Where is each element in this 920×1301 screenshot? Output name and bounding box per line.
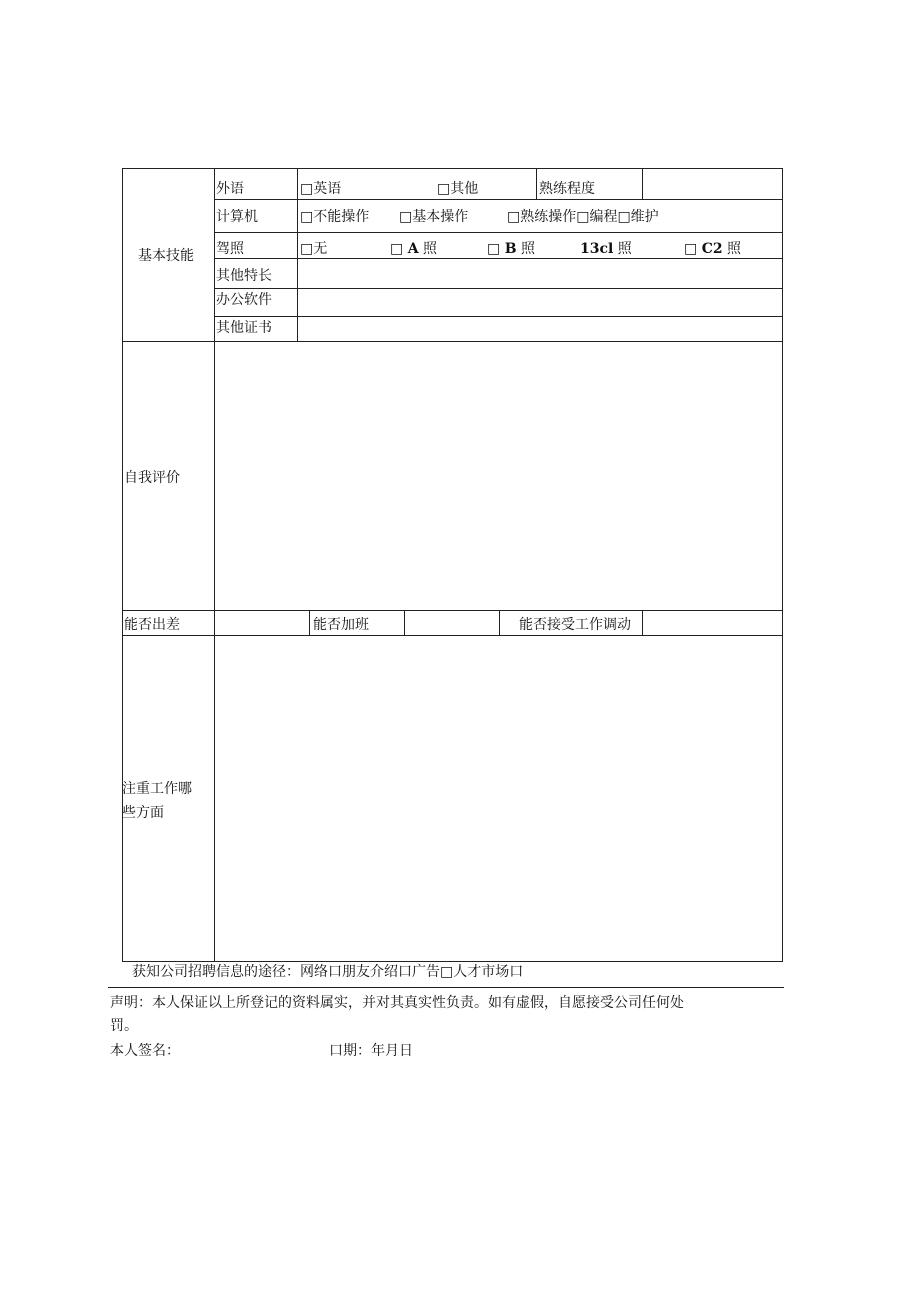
license-13cl-code: 13cl	[580, 241, 614, 257]
col-divider	[642, 168, 643, 200]
table-border-left	[122, 168, 123, 962]
basic-operation-checkbox[interactable]: □基本操作	[399, 209, 469, 225]
work-focus-field[interactable]	[216, 637, 780, 959]
license-c2-text: 照	[727, 241, 742, 257]
license-b-code: B	[504, 241, 517, 257]
transfer-field[interactable]	[644, 612, 780, 634]
self-evaluation-label: 自我评价	[124, 470, 180, 486]
license-a-checkbox[interactable]	[390, 241, 437, 257]
col-divider	[499, 610, 500, 636]
work-focus-label-line1: 注重工作哪	[122, 781, 192, 797]
row-divider	[214, 199, 783, 200]
row-divider	[122, 610, 783, 611]
other-certificates-label: 其他证书	[216, 320, 272, 336]
checkbox-glyph: □	[487, 241, 501, 257]
recruitment-source-line: 获知公司招聘信息的途径：网络口朋友介绍口广告□人才市场口	[132, 964, 524, 980]
english-checkbox[interactable]: □英语	[300, 181, 342, 197]
table-border-top	[122, 168, 783, 169]
business-trip-label: 能否出差	[124, 617, 180, 633]
checkbox-glyph: □	[684, 241, 698, 257]
table-border-right	[782, 168, 783, 962]
office-software-label: 办公软件	[216, 292, 272, 308]
other-language-checkbox[interactable]: □其他	[437, 181, 479, 197]
table-border-bottom	[122, 961, 783, 962]
declaration-line1: 声明：本人保证以上所登记的资料属实，并对其真实性负责。如有虚假，自愿接受公司任何处	[110, 995, 684, 1011]
overtime-field[interactable]	[406, 612, 498, 634]
license-a-text: 照	[423, 241, 438, 257]
license-13cl-text: 照	[617, 241, 632, 257]
row-divider	[214, 316, 783, 317]
overtime-label: 能否加班	[313, 617, 369, 633]
self-evaluation-field[interactable]	[216, 343, 780, 608]
date-label: 口期：年月日	[329, 1043, 413, 1059]
work-focus-label-line2: 些方面	[122, 805, 164, 821]
license-label: 驾照	[216, 241, 244, 257]
col-divider	[642, 610, 643, 636]
license-a-code: A	[407, 241, 419, 257]
footer-divider	[108, 987, 784, 988]
other-certificates-field[interactable]	[299, 318, 780, 340]
col-divider	[536, 168, 537, 200]
no-license-checkbox[interactable]: □无	[300, 241, 328, 257]
business-trip-field[interactable]	[216, 612, 308, 634]
other-talents-field[interactable]	[299, 260, 780, 287]
skills-section-label: 基本技能	[138, 248, 194, 264]
col-divider	[297, 168, 298, 342]
other-talents-label: 其他特长	[216, 268, 272, 284]
row-divider	[214, 288, 783, 289]
proficiency-field[interactable]	[644, 171, 780, 198]
license-b-checkbox[interactable]	[487, 241, 535, 257]
cannot-operate-checkbox[interactable]: □不能操作	[300, 209, 370, 225]
row-divider	[214, 258, 783, 259]
row-divider	[214, 232, 783, 233]
row-divider	[122, 341, 783, 342]
col-divider	[214, 168, 215, 962]
signature-label: 本人签名：	[110, 1043, 180, 1059]
transfer-label: 能否接受工作调动	[519, 617, 631, 633]
license-c2-checkbox[interactable]	[684, 241, 741, 257]
col-divider	[404, 610, 405, 636]
license-13cl-option[interactable]	[580, 241, 632, 257]
license-b-text: 照	[520, 241, 535, 257]
col-divider	[309, 610, 310, 636]
row-divider	[122, 635, 783, 636]
computer-label: 计算机	[216, 209, 258, 225]
license-c2-code: C2	[701, 241, 723, 257]
office-software-field[interactable]	[299, 290, 780, 315]
proficiency-label: 熟练程度	[539, 181, 595, 197]
skilled-programming-maintenance-checkbox[interactable]: □熟练操作□编程□维护	[507, 209, 659, 225]
checkbox-glyph: □	[390, 241, 404, 257]
language-label: 外语	[216, 181, 244, 197]
declaration-line2: 罚。	[110, 1018, 138, 1034]
